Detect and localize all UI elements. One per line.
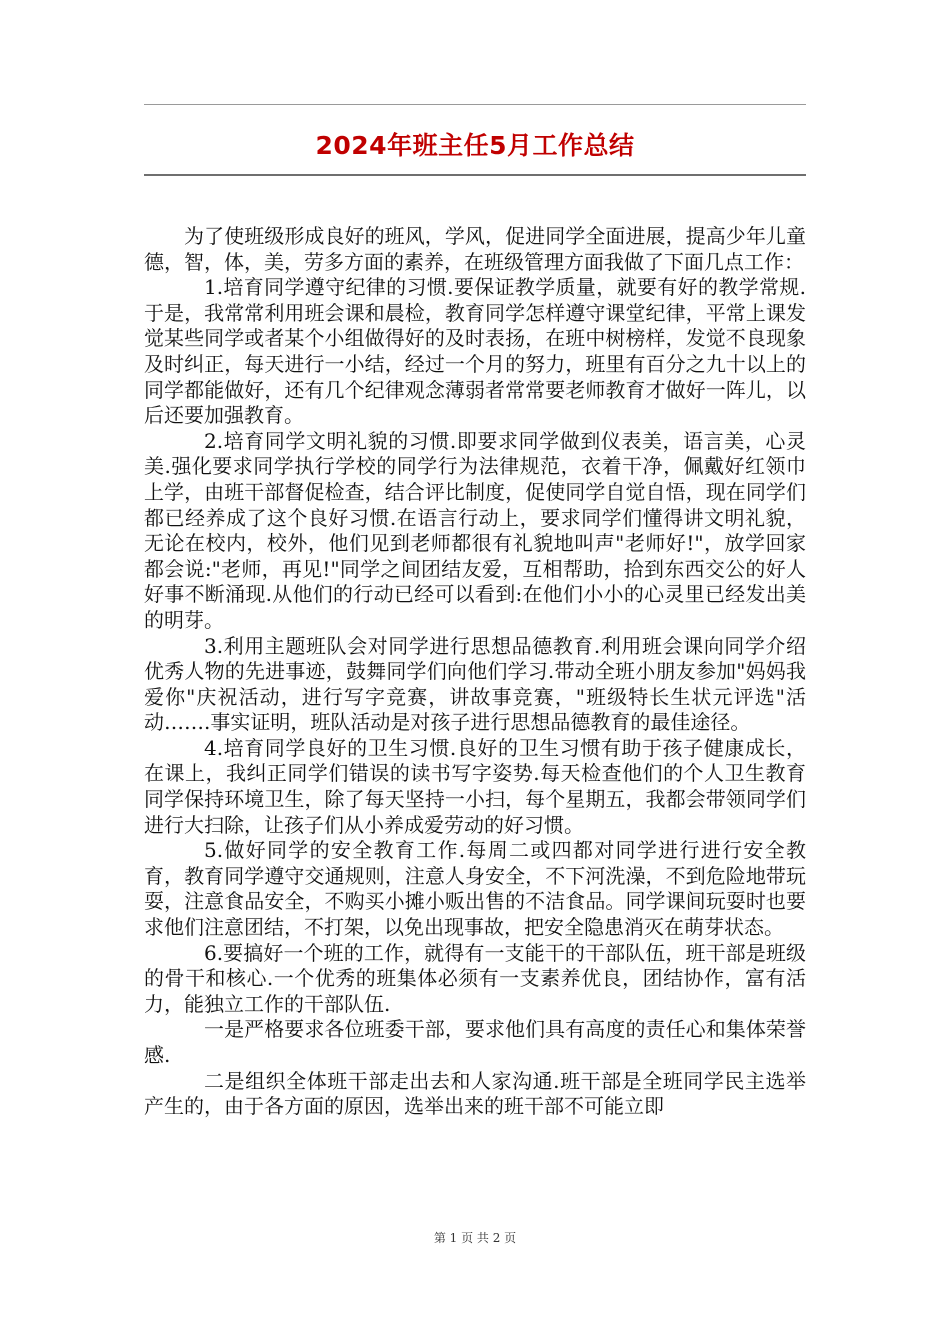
paragraph-item-4: 4.培育同学良好的卫生习惯.良好的卫生习惯有助于孩子健康成长，在课上，我纠正同学们错误的读书写字姿势.每天检查他们的个人卫生教育同学保持环境卫生，除了每天坚持一小扫，每个星期五，我都会带领同学们进行大扫除，让孩子们从小养成爱劳动的好习惯。 (144, 735, 806, 837)
header-rule-top (144, 104, 806, 105)
paragraph-item-5: 5.做好同学的安全教育工作.每周二或四都对同学进行进行安全教育，教育同学遵守交通规则，注意人身安全，不下河洗澡，不到危险地带玩耍，注意食品安全，不购买小摊小贩出售的不洁食品。同学课间玩耍时也要求他们注意团结，不打架，以免出现事故，把安全隐患消灭在萌芽状态。 (144, 838, 806, 940)
document-title: 2024年班主任5月工作总结 (315, 131, 635, 160)
paragraph-sub-1: 一是严格要求各位班委干部，要求他们具有高度的责任心和集体荣誉感. (144, 1017, 806, 1067)
paragraph-item-3: 3.利用主题班队会对同学进行思想品德教育.利用班会课向同学介绍优秀人物的先进事迹，鼓舞同学们向他们学习.带动全班小朋友参加"妈妈我爱你"庆祝活动，进行写字竞赛，讲故事竞赛，"班级特长生状元评选"活动…….事实证明，班队活动是对孩子进行思想品德教育的最佳途径。 (144, 633, 806, 735)
paragraph-item-6: 6.要搞好一个班的工作，就得有一支能干的干部队伍，班干部是班级的骨干和核心.一个优秀的班集体必须有一支素养优良，团结协作，富有活力，能独立工作的干部队伍. (144, 940, 806, 1016)
paragraph-item-1: 1.培育同学遵守纪律的习惯.要保证教学质量，就要有好的教学常规.于是，我常常利用班会课和晨检，教育同学怎样遵守课堂纪律，平常上课发觉某些同学或者某个小组做得好的及时表扬，在班中树榜样，发觉不良现象及时纠正，每天进行一小结，经过一个月的努力，班里有百分之九十以上的同学都能做好，还有几个纪律观念薄弱者常常要老师教育才做好一阵儿，以后还要加强教育。 (144, 275, 806, 428)
page-number-footer: 第 1 页 共 2 页 (433, 1231, 517, 1245)
paragraph-intro: 为了使班级形成良好的班风，学风，促进同学全面进展，提高少年儿童德，智，体，美，劳多方面的素养，在班级管理方面我做了下面几点工作： (144, 224, 806, 274)
paragraph-sub-2: 二是组织全体班干部走出去和人家沟通.班干部是全班同学民主选举产生的，由于各方面的原因，选举出来的班干部不可能立即 (144, 1068, 806, 1119)
paragraph-item-2: 2.培育同学文明礼貌的习惯.即要求同学做到仪表美，语言美，心灵美.强化要求同学执行学校的同学行为法律规范，衣着干净，佩戴好红领巾上学，由班干部督促检查，结合评比制度，促使同学自觉自悟，现在同学们都已经养成了这个良好习惯.在语言行动上，要求同学们懂得讲文明礼貌，无论在校内，校外，他们见到老师都很有礼貌地叫声"老师好!"，放学回家都会说:"老师，再见!"同学之间团结友爱，互相帮助，拾到东西交公的好人好事不断涌现.从他们的行动已经可以看到:在他们小小的心灵里已经发出美的明芽。 (144, 428, 806, 632)
document-body (144, 224, 806, 1120)
header-rule-bottom (144, 174, 806, 176)
